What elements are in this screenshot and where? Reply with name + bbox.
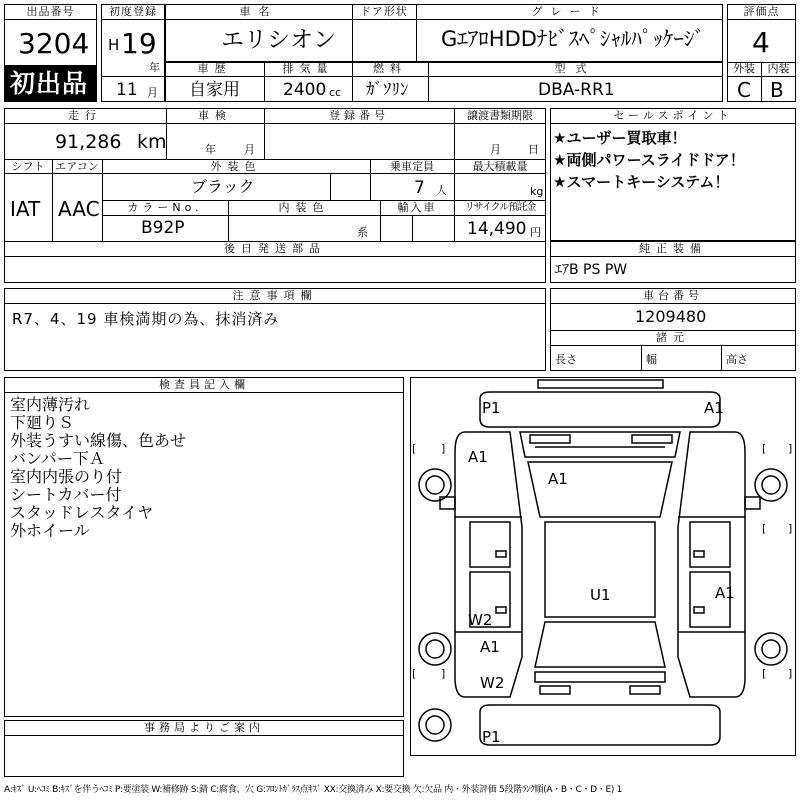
office-label: 事務局よりご案内	[144, 721, 264, 734]
mileage-unit: km	[137, 131, 167, 153]
mark-front-right: A1	[704, 399, 724, 417]
inspector-notes-list	[10, 396, 186, 540]
lot-number-label: 出品番号	[26, 5, 75, 18]
sales-point-2: ★両側パワースライドドア！	[553, 151, 745, 169]
svg-text:[: [	[412, 667, 417, 680]
max-load-label: 最大積載量	[472, 160, 528, 173]
mark-front-left: P1	[482, 399, 501, 417]
inspector-note: 外ホイール	[10, 521, 90, 540]
year-value: 19	[121, 27, 157, 60]
model-label: 型式	[554, 62, 597, 75]
inspector-note: 下廻りＳ	[10, 413, 75, 432]
mark-left-rear-wheel: W2	[468, 611, 493, 629]
model-value: DBA-RR1	[538, 80, 615, 100]
month-unit: 月	[147, 86, 158, 99]
shift-value: IAT	[10, 197, 41, 221]
later-parts-label: 後日発送部品	[224, 242, 326, 255]
svg-text:[: [	[762, 522, 767, 535]
history-label: 車歴	[197, 62, 232, 75]
interior-color-label: 内装色	[278, 201, 330, 214]
mark-left-quarter: W2	[480, 674, 505, 692]
inspector-note: シートカバー付	[10, 485, 122, 504]
aircon-label: エアコン	[55, 160, 99, 173]
svg-text:[: [	[412, 442, 417, 455]
dimensions-label: 諸元	[656, 331, 690, 344]
inspector-label: 検査員記入欄	[159, 378, 249, 391]
exterior-color-label: 外装色	[210, 160, 262, 173]
month-value: 11	[116, 80, 138, 100]
aircon-value: AAC	[58, 197, 100, 221]
year-unit: 年	[149, 61, 160, 74]
era-label: H	[108, 36, 120, 54]
inspection-year-unit: 年	[205, 143, 216, 156]
interior-grade-label: 内装	[767, 62, 790, 75]
history-value: 自家用	[189, 80, 240, 100]
door-label: ドア形状	[360, 5, 408, 18]
capacity-unit: 人	[436, 184, 447, 197]
interior-grade-value: B	[770, 78, 784, 102]
height-label: 高さ	[726, 353, 748, 366]
equipment-label: 純正装備	[639, 242, 707, 255]
notes-label: 注意事項欄	[232, 289, 318, 302]
grade-label: グレード	[531, 5, 608, 18]
import-label: 輸入車	[397, 201, 437, 214]
car-name-value: エリシオン	[221, 27, 336, 53]
svg-text:[: [	[762, 667, 767, 680]
inspector-note: スタッドレスタイヤ	[10, 503, 154, 522]
svg-text:]: ]	[788, 522, 793, 535]
mark-left-rear-fender: A1	[480, 638, 500, 656]
mark-roof: U1	[590, 586, 611, 604]
inspector-note: 室内内張のり付	[10, 467, 123, 486]
inspector-note: バンパー下Ａ	[10, 449, 105, 468]
displacement-label: 排気量	[282, 62, 334, 75]
car-outline-drawing	[410, 377, 796, 756]
score-label: 評価点	[743, 5, 780, 18]
chassis-number-label: 車台番号	[643, 289, 703, 302]
inspector-note: 室内薄汚れ	[10, 395, 91, 414]
displacement-value: 2400	[283, 80, 327, 100]
mark-right-rear-door: A1	[715, 584, 735, 602]
svg-text:]: ]	[788, 667, 793, 680]
exterior-color-value: ブラック	[191, 177, 255, 196]
interior-color-unit: 系	[357, 226, 368, 239]
displacement-unit: cc	[329, 86, 342, 99]
mileage-value: 91,286	[55, 131, 122, 153]
grade-value: GｴｱﾛHDDﾅﾋﾞｽﾍﾟｼｬﾙﾊﾟｯｹｰｼﾞ	[441, 27, 705, 51]
color-number-value: B92P	[141, 218, 185, 238]
inspector-note: 外装うすい線傷、色あせ	[10, 431, 187, 450]
score-value: 4	[752, 26, 770, 59]
car-damage-diagram	[410, 377, 796, 756]
svg-text:]: ]	[788, 442, 793, 455]
transfer-deadline-label: 譲渡書類期限	[467, 109, 533, 122]
mark-hood: A1	[548, 470, 568, 488]
recycle-unit: 円	[530, 226, 541, 239]
mark-rear-bumper: P1	[482, 728, 501, 746]
svg-text:]: ]	[441, 667, 446, 680]
first-listing-label: 初出品	[10, 69, 89, 98]
first-reg-label: 初度登録	[109, 5, 157, 18]
registration-number-label: 登録番号	[329, 109, 389, 122]
exterior-grade-value: C	[737, 78, 751, 102]
recycle-label: リサイクル預託金	[464, 202, 536, 213]
color-number-label: カラーNo.	[127, 201, 203, 214]
transfer-day-unit: 日	[528, 143, 539, 156]
notes-value: R7、4、19 車検満期の為、抹消済み	[12, 310, 280, 328]
sales-points-label: セールスポイント	[613, 109, 733, 122]
length-label: 長さ	[555, 353, 577, 366]
mileage-label: 走行	[68, 109, 102, 122]
capacity-value: 7	[414, 178, 425, 198]
damage-code-legend: A:ｷｽﾞ U:ﾍｺﾐ B:ｷｽﾞを伴うﾍｺﾐ P:要塗装 W:補修跡 S:錆 C:腐食、穴 G:ﾌﾛﾝﾄｶﾞﾗｽ点ｷｽﾞ XX:交換済み X:要交換 欠:欠品 内・外装評価 5段階ﾗﾝｸ順(A・B・C・D・E) 1	[4, 785, 623, 795]
transfer-month-unit: 月	[490, 143, 501, 156]
exterior-grade-label: 外装	[733, 62, 755, 75]
inspection-month-unit: 月	[244, 143, 255, 156]
chassis-number-value: 1209480	[635, 307, 707, 326]
sales-point-1: ★ユーザー買取車！	[553, 129, 687, 147]
recycle-value: 14,490	[467, 219, 527, 239]
car-name-label: 車名	[239, 5, 278, 18]
shift-label: シフト	[11, 160, 45, 173]
width-label: 幅	[646, 353, 657, 366]
max-load-unit: kg	[530, 185, 544, 198]
svg-text:]: ]	[441, 442, 446, 455]
inspection-label: 車検	[198, 109, 232, 122]
mark-left-fender: A1	[468, 448, 488, 466]
equipment-value: ｴｱB PS PW	[555, 262, 628, 278]
sales-point-3: ★スマートキーシステム！	[553, 173, 730, 191]
capacity-label: 乗車定員	[390, 160, 434, 173]
fuel-label: 燃料	[373, 62, 407, 75]
lot-number-value: 3204	[18, 27, 90, 60]
svg-text:[: [	[762, 442, 767, 455]
fuel-value: ｶﾞｿﾘﾝ	[366, 80, 409, 100]
